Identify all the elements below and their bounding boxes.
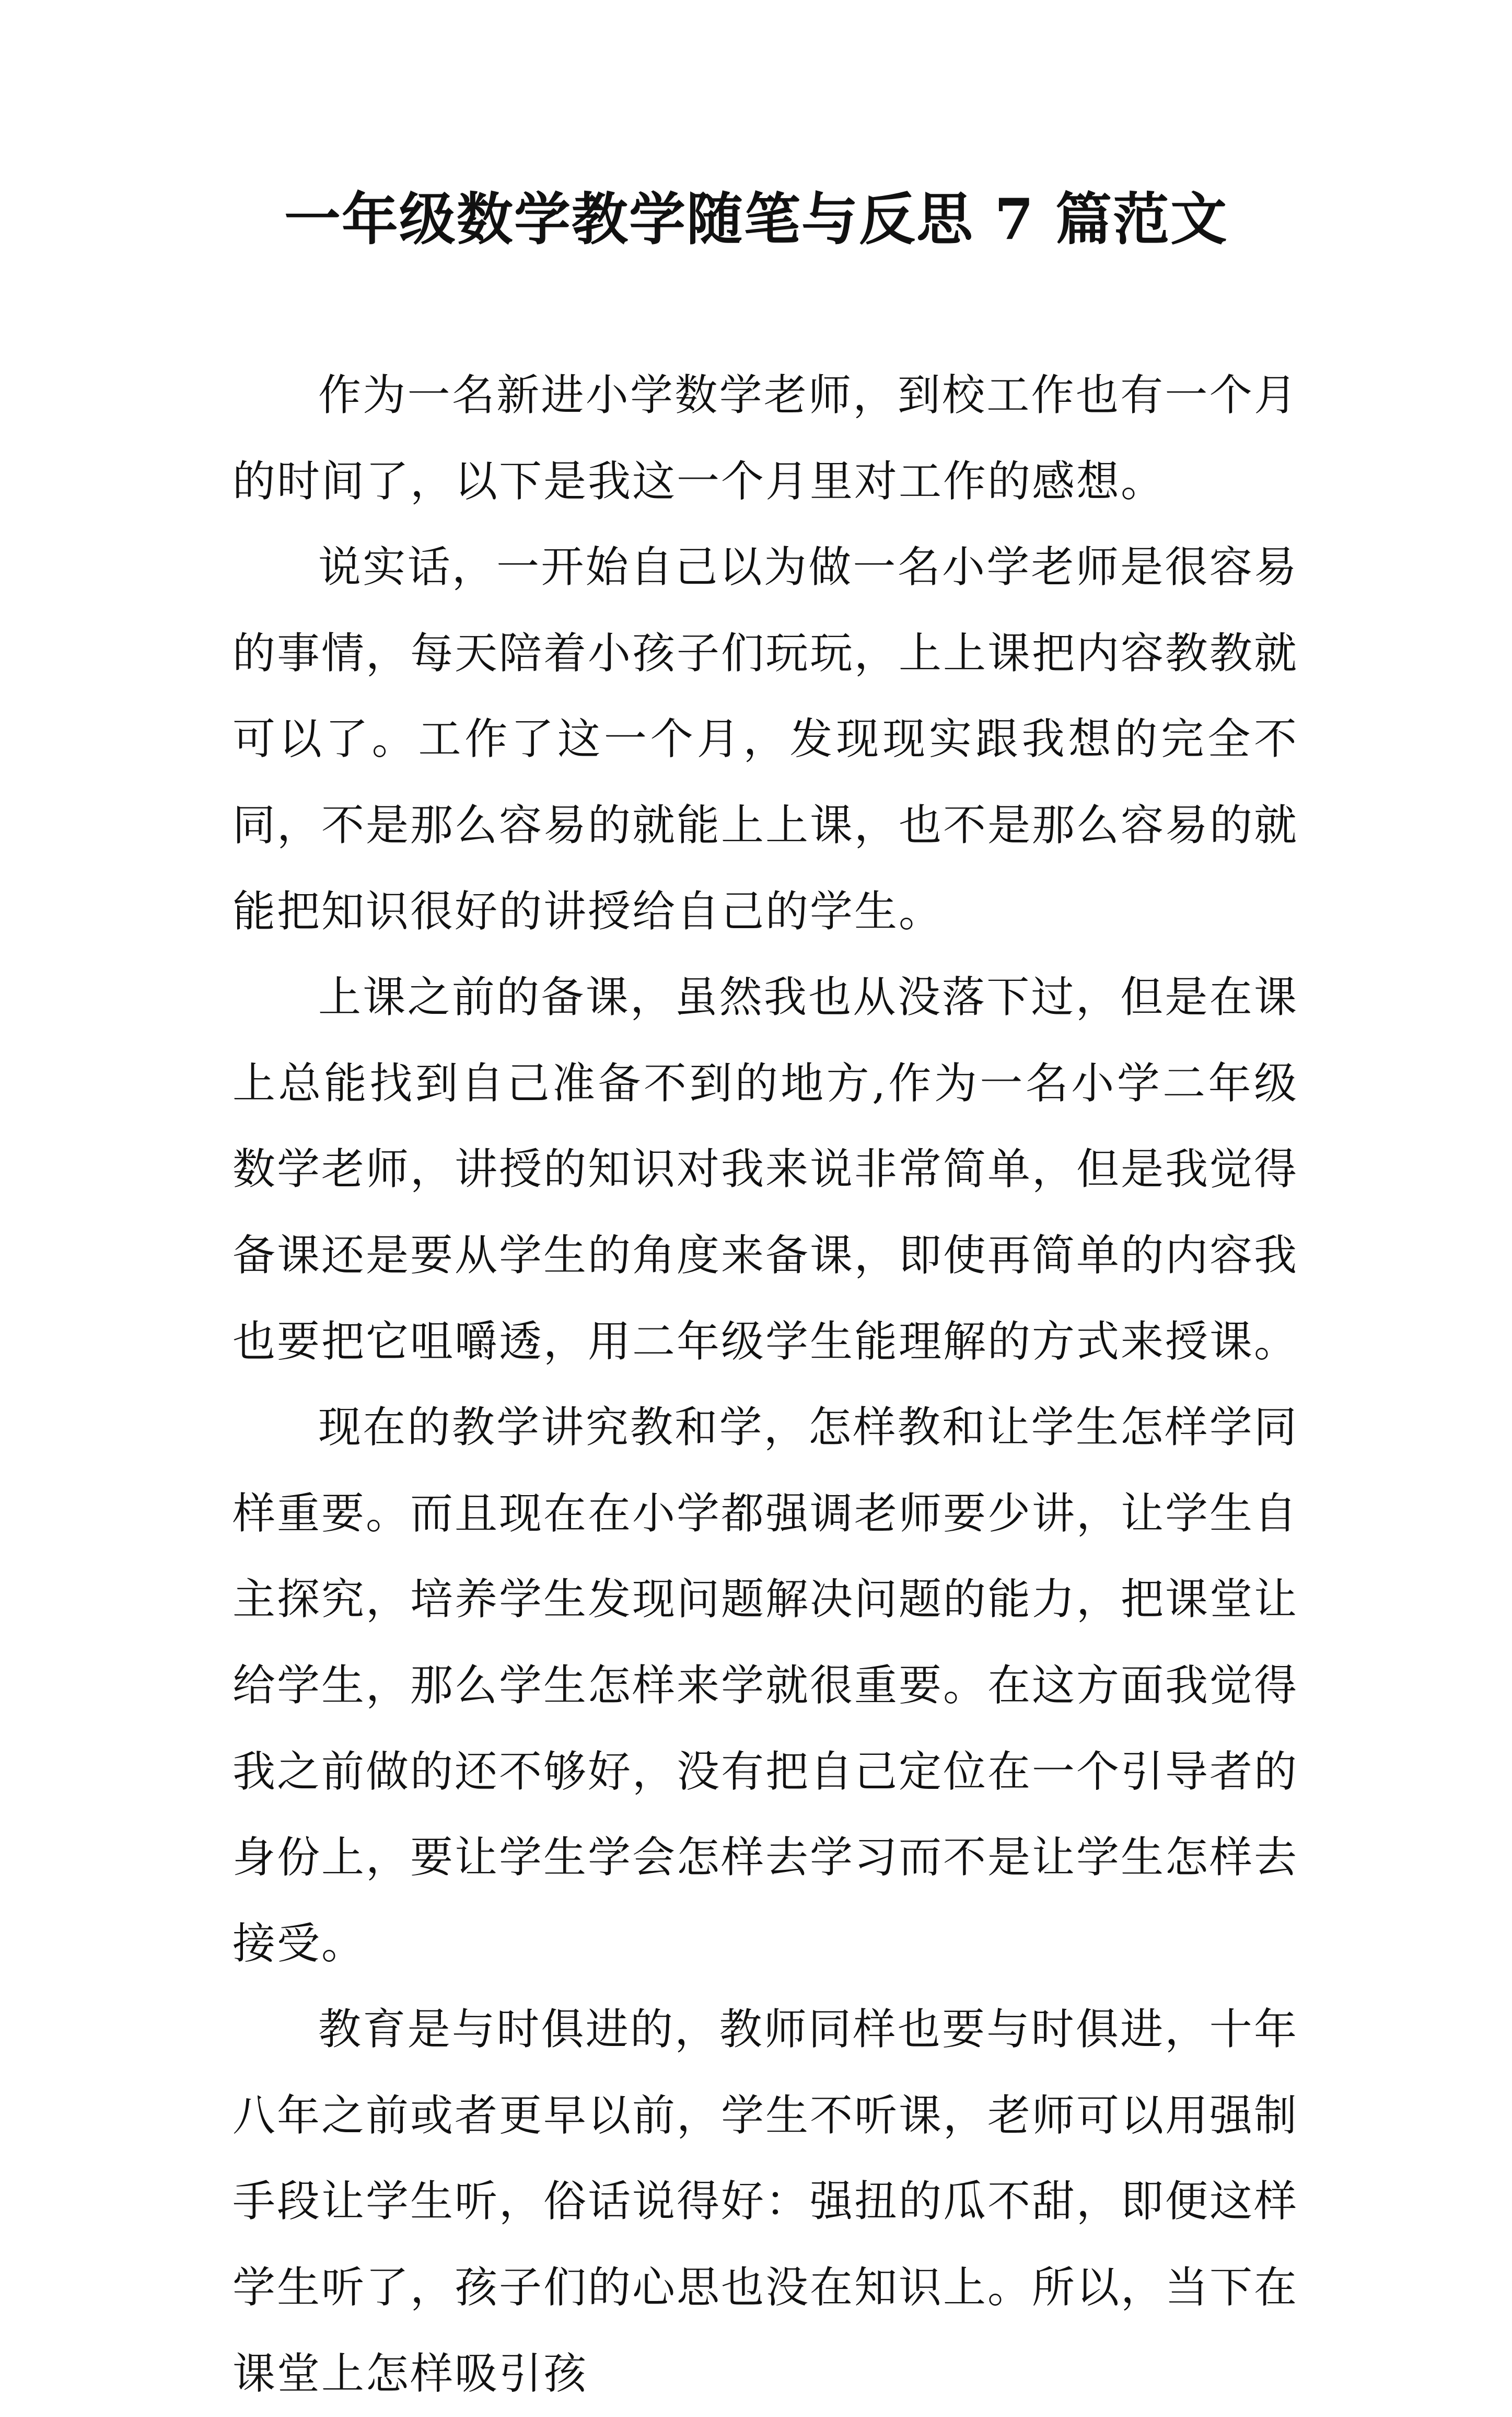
paragraph-4: 现在的教学讲究教和学，怎样教和让学生怎样学同样重要。而且现在在小学都强调老师要少讲，让学生自主探究，培养学生发现问题解决问题的能力，把课堂让给学生，那么学生怎样来学就很重要。在这方面我觉得我之前做的还不够好，没有把自己定位在一个引导者的身份上，要让学生学会怎样去学习而不是让学生怎样去接受。 [232, 1403, 1299, 1969]
paragraph-3: 上课之前的备课，虽然我也从没落下过，但是在课上总能找到自己准备不到的地方,作为一名小学二年级数学老师，讲授的知识对我来说非常简单，但是我觉得备课还是要从学生的角度来备课，即使再简单的内容我也要把它咀嚼透，用二年级学生能理解的方式来授课。 [232, 973, 1299, 1367]
paragraph-2: 说实话，一开始自己以为做一名小学老师是很容易的事情，每天陪着小孩子们玩玩，上上课把内容教教就可以了。工作了这一个月，发现现实跟我想的完全不同，不是那么容易的就能上上课，也不是那么容易的就能把知识很好的讲授给自己的学生。 [232, 542, 1299, 936]
document-body [232, 353, 1298, 2417]
paragraph-1: 作为一名新进小学数学老师，到校工作也有一个月的时间了，以下是我这一个月里对工作的感想。 [232, 371, 1298, 506]
paragraph-5: 教育是与时俱进的，教师同样也要与时俱进，十年八年之前或者更早以前，学生不听课，老师可以用强制手段让学生听，俗话说得好：强扭的瓜不甜，即便这样学生听了，孩子们的心思也没在知识上。所以，当下在课堂上怎样吸引孩 [232, 2005, 1299, 2399]
document-title: 一年级数学教学随笔与反思 7 篇范文 [284, 187, 1228, 252]
